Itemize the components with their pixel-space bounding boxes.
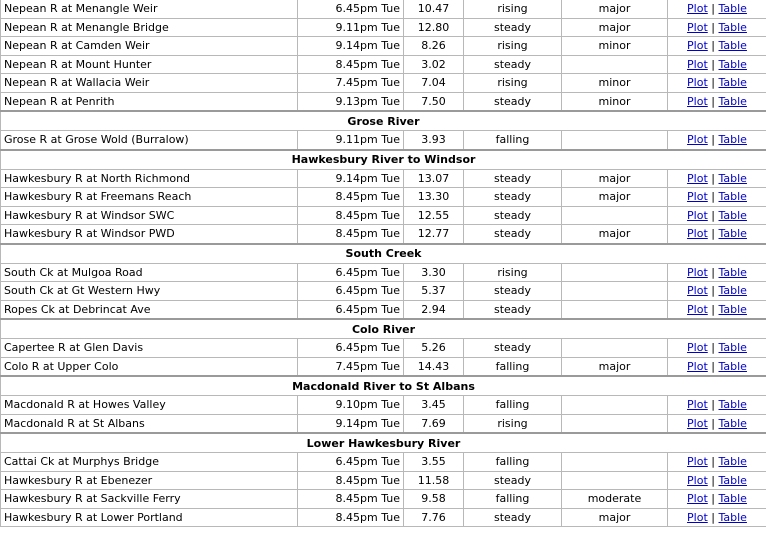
observation-time: 9.11pm Tue [298, 131, 404, 150]
table-link[interactable]: Table [718, 398, 747, 412]
observation-time: 6.45pm Tue [298, 263, 404, 282]
section-header [1, 376, 766, 396]
links-cell [668, 18, 766, 37]
tendency: rising [464, 0, 562, 18]
station-name: Hawkesbury R at Lower Portland [1, 508, 298, 527]
observation-time: 9.13pm Tue [298, 92, 404, 111]
table-link[interactable]: Table [718, 2, 747, 16]
table-row [1, 453, 766, 472]
links-cell [668, 300, 766, 319]
river-height: 12.55 [404, 206, 464, 225]
observation-time: 6.45pm Tue [298, 339, 404, 358]
table-link[interactable]: Table [718, 190, 747, 204]
plot-link[interactable]: Plot [687, 284, 708, 298]
tendency: steady [464, 92, 562, 111]
tendency: rising [464, 74, 562, 93]
flood-class: major [562, 0, 668, 18]
observation-time: 8.45pm Tue [298, 508, 404, 527]
plot-link[interactable]: Plot [687, 341, 708, 355]
section-header [1, 433, 766, 453]
section-header [1, 319, 766, 339]
river-height: 14.43 [404, 357, 464, 376]
river-height: 9.58 [404, 490, 464, 509]
station-name: Colo R at Upper Colo [1, 357, 298, 376]
observation-time: 7.45pm Tue [298, 357, 404, 376]
link-separator: | [711, 39, 715, 53]
station-name: South Ck at Gt Western Hwy [1, 282, 298, 301]
station-name: Hawkesbury R at Ebenezer [1, 471, 298, 490]
observation-time: 6.45pm Tue [298, 0, 404, 18]
table-link[interactable]: Table [718, 94, 747, 108]
river-height: 12.80 [404, 18, 464, 37]
table-row [1, 508, 766, 527]
tendency: steady [464, 18, 562, 37]
table-link[interactable]: Table [718, 265, 747, 279]
river-height: 10.47 [404, 0, 464, 18]
river-height: 7.50 [404, 92, 464, 111]
table-row [1, 131, 766, 150]
link-separator: | [711, 492, 715, 506]
river-height: 3.30 [404, 263, 464, 282]
section-title: Macdonald River to St Albans [1, 376, 766, 396]
observation-time: 8.45pm Tue [298, 206, 404, 225]
links-cell [668, 37, 766, 56]
station-name: Nepean R at Mount Hunter [1, 55, 298, 74]
table-row [1, 188, 766, 207]
table-link[interactable]: Table [718, 341, 747, 355]
tendency: falling [464, 357, 562, 376]
table-row [1, 490, 766, 509]
link-separator: | [711, 455, 715, 469]
plot-link[interactable]: Plot [687, 510, 708, 524]
station-name: Capertee R at Glen Davis [1, 339, 298, 358]
link-separator: | [711, 171, 715, 185]
tendency: steady [464, 169, 562, 188]
link-separator: | [711, 302, 715, 316]
tendency: falling [464, 490, 562, 509]
station-name: Hawkesbury R at North Richmond [1, 169, 298, 188]
links-cell [668, 0, 766, 18]
links-cell [668, 131, 766, 150]
river-height-table-body [1, 0, 766, 527]
link-separator: | [711, 473, 715, 487]
flood-class: major [562, 18, 668, 37]
flood-class [562, 300, 668, 319]
table-row [1, 18, 766, 37]
station-name: Nepean R at Menangle Weir [1, 0, 298, 18]
station-name: Grose R at Grose Wold (Burralow) [1, 131, 298, 150]
observation-time: 9.14pm Tue [298, 37, 404, 56]
table-row [1, 414, 766, 433]
table-row [1, 357, 766, 376]
river-height: 3.02 [404, 55, 464, 74]
section-header [1, 150, 766, 170]
observation-time: 8.45pm Tue [298, 225, 404, 244]
table-link[interactable]: Table [718, 39, 747, 53]
links-cell [668, 414, 766, 433]
link-separator: | [711, 57, 715, 71]
flood-class [562, 396, 668, 415]
station-name: Macdonald R at Howes Valley [1, 396, 298, 415]
links-cell [668, 169, 766, 188]
plot-link[interactable]: Plot [687, 94, 708, 108]
plot-link[interactable]: Plot [687, 473, 708, 487]
tendency: steady [464, 508, 562, 527]
station-name: Nepean R at Menangle Bridge [1, 18, 298, 37]
plot-link[interactable]: Plot [687, 302, 708, 316]
tendency: steady [464, 188, 562, 207]
flood-class: moderate [562, 490, 668, 509]
table-row [1, 37, 766, 56]
observation-time: 6.45pm Tue [298, 282, 404, 301]
table-link[interactable]: Table [718, 302, 747, 316]
plot-link[interactable]: Plot [687, 39, 708, 53]
observation-time: 8.45pm Tue [298, 490, 404, 509]
tendency: falling [464, 396, 562, 415]
link-separator: | [711, 398, 715, 412]
links-cell [668, 55, 766, 74]
links-cell [668, 188, 766, 207]
river-height: 7.76 [404, 508, 464, 527]
links-cell [668, 339, 766, 358]
table-row [1, 206, 766, 225]
flood-class [562, 471, 668, 490]
station-name: Hawkesbury R at Windsor PWD [1, 225, 298, 244]
table-link[interactable]: Table [718, 473, 747, 487]
station-name: Cattai Ck at Murphys Bridge [1, 453, 298, 472]
observation-time: 7.45pm Tue [298, 74, 404, 93]
observation-time: 8.45pm Tue [298, 55, 404, 74]
plot-link[interactable]: Plot [687, 227, 708, 241]
station-name: Nepean R at Wallacia Weir [1, 74, 298, 93]
link-separator: | [711, 94, 715, 108]
river-height: 8.26 [404, 37, 464, 56]
section-title: Lower Hawkesbury River [1, 433, 766, 453]
flood-class [562, 453, 668, 472]
flood-class: minor [562, 92, 668, 111]
plot-link[interactable]: Plot [687, 359, 708, 373]
links-cell [668, 92, 766, 111]
links-cell [668, 357, 766, 376]
observation-time: 9.10pm Tue [298, 396, 404, 415]
flood-class [562, 282, 668, 301]
table-row [1, 92, 766, 111]
section-header [1, 244, 766, 264]
tendency: steady [464, 282, 562, 301]
link-separator: | [711, 2, 715, 16]
link-separator: | [711, 359, 715, 373]
table-link[interactable]: Table [718, 133, 747, 147]
flood-class: major [562, 225, 668, 244]
section-title: Grose River [1, 111, 766, 131]
plot-link[interactable]: Plot [687, 171, 708, 185]
table-row [1, 0, 766, 18]
flood-class: minor [562, 74, 668, 93]
station-name: Ropes Ck at Debrincat Ave [1, 300, 298, 319]
tendency: steady [464, 471, 562, 490]
table-row [1, 263, 766, 282]
flood-class: major [562, 357, 668, 376]
observation-time: 9.14pm Tue [298, 414, 404, 433]
tendency: steady [464, 55, 562, 74]
river-height: 13.30 [404, 188, 464, 207]
section-title: South Creek [1, 244, 766, 264]
table-row [1, 55, 766, 74]
tendency: steady [464, 339, 562, 358]
table-row [1, 282, 766, 301]
tendency: falling [464, 131, 562, 150]
plot-link[interactable]: Plot [687, 455, 708, 469]
table-row [1, 471, 766, 490]
links-cell [668, 508, 766, 527]
links-cell [668, 282, 766, 301]
observation-time: 8.45pm Tue [298, 471, 404, 490]
river-height: 7.69 [404, 414, 464, 433]
section-title: Colo River [1, 319, 766, 339]
river-height: 3.45 [404, 396, 464, 415]
tendency: steady [464, 300, 562, 319]
tendency: rising [464, 263, 562, 282]
station-name: Hawkesbury R at Freemans Reach [1, 188, 298, 207]
table-link[interactable]: Table [718, 171, 747, 185]
link-separator: | [711, 133, 715, 147]
link-separator: | [711, 341, 715, 355]
station-name: Nepean R at Camden Weir [1, 37, 298, 56]
flood-class [562, 131, 668, 150]
flood-class [562, 55, 668, 74]
river-height: 11.58 [404, 471, 464, 490]
plot-link[interactable]: Plot [687, 398, 708, 412]
plot-link[interactable]: Plot [687, 2, 708, 16]
plot-link[interactable]: Plot [687, 492, 708, 506]
table-link[interactable]: Table [718, 510, 747, 524]
river-height: 5.37 [404, 282, 464, 301]
plot-link[interactable]: Plot [687, 76, 708, 90]
flood-class: minor [562, 37, 668, 56]
link-separator: | [711, 227, 715, 241]
observation-time: 9.11pm Tue [298, 18, 404, 37]
plot-link[interactable]: Plot [687, 416, 708, 430]
link-separator: | [711, 76, 715, 90]
observation-time: 6.45pm Tue [298, 300, 404, 319]
plot-link[interactable]: Plot [687, 190, 708, 204]
tendency: steady [464, 206, 562, 225]
table-link[interactable]: Table [718, 284, 747, 298]
table-link[interactable]: Table [718, 57, 747, 71]
river-height: 3.55 [404, 453, 464, 472]
table-link[interactable]: Table [718, 492, 747, 506]
links-cell [668, 206, 766, 225]
table-link[interactable]: Table [718, 20, 747, 34]
tendency: steady [464, 225, 562, 244]
link-separator: | [711, 510, 715, 524]
plot-link[interactable]: Plot [687, 57, 708, 71]
links-cell [668, 263, 766, 282]
table-row [1, 169, 766, 188]
table-link[interactable]: Table [718, 416, 747, 430]
link-separator: | [711, 20, 715, 34]
links-cell [668, 490, 766, 509]
link-separator: | [711, 208, 715, 222]
table-row [1, 74, 766, 93]
tendency: rising [464, 37, 562, 56]
table-link[interactable]: Table [718, 208, 747, 222]
tendency: rising [464, 414, 562, 433]
plot-link[interactable]: Plot [687, 20, 708, 34]
table-link[interactable]: Table [718, 359, 747, 373]
station-name: South Ck at Mulgoa Road [1, 263, 298, 282]
table-row [1, 225, 766, 244]
table-row [1, 396, 766, 415]
river-height: 3.93 [404, 131, 464, 150]
observation-time: 8.45pm Tue [298, 188, 404, 207]
flood-class: major [562, 188, 668, 207]
river-height: 7.04 [404, 74, 464, 93]
flood-class [562, 206, 668, 225]
links-cell [668, 74, 766, 93]
flood-class [562, 414, 668, 433]
table-row [1, 300, 766, 319]
links-cell [668, 225, 766, 244]
station-name: Hawkesbury R at Windsor SWC [1, 206, 298, 225]
station-name: Hawkesbury R at Sackville Ferry [1, 490, 298, 509]
table-link[interactable]: Table [718, 227, 747, 241]
section-title: Hawkesbury River to Windsor [1, 150, 766, 170]
table-link[interactable]: Table [718, 455, 747, 469]
river-height: 2.94 [404, 300, 464, 319]
link-separator: | [711, 265, 715, 279]
river-height: 5.26 [404, 339, 464, 358]
links-cell [668, 396, 766, 415]
flood-class: major [562, 169, 668, 188]
links-cell [668, 471, 766, 490]
table-row [1, 339, 766, 358]
link-separator: | [711, 190, 715, 204]
station-name: Macdonald R at St Albans [1, 414, 298, 433]
river-height: 12.77 [404, 225, 464, 244]
link-separator: | [711, 416, 715, 430]
plot-link[interactable]: Plot [687, 133, 708, 147]
plot-link[interactable]: Plot [687, 265, 708, 279]
flood-class: major [562, 508, 668, 527]
links-cell [668, 453, 766, 472]
flood-class [562, 339, 668, 358]
section-header [1, 111, 766, 131]
flood-class [562, 263, 668, 282]
observation-time: 6.45pm Tue [298, 453, 404, 472]
observation-time: 9.14pm Tue [298, 169, 404, 188]
plot-link[interactable]: Plot [687, 208, 708, 222]
station-name: Nepean R at Penrith [1, 92, 298, 111]
link-separator: | [711, 284, 715, 298]
tendency: falling [464, 453, 562, 472]
river-height: 13.07 [404, 169, 464, 188]
table-link[interactable]: Table [718, 76, 747, 90]
